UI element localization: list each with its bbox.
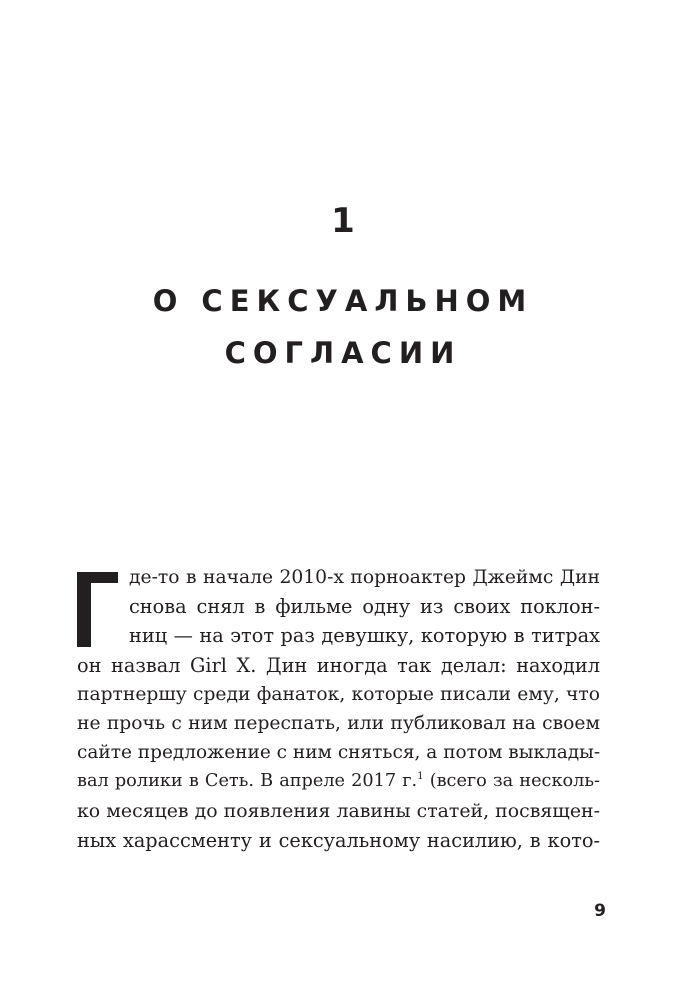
paragraph-line: ко месяцев до появления лавины статей, посвящен-: [77, 799, 600, 822]
paragraph-line: ных харассменту и сексуальному насилию, в кото-: [77, 828, 600, 852]
chapter-title-line-2: СОГЛАСИИ: [224, 336, 462, 370]
paragraph-line: [77, 767, 600, 796]
paragraph-line: ниц — на этот раз девушку, которую в титрах: [129, 624, 600, 648]
paragraph-line-text: вал ролики в Сеть. В апреле 2017 г.: [77, 771, 418, 792]
paragraph-line: он назвал Girl X. Дин иногда так делал: находил: [77, 653, 600, 677]
body-paragraph: [77, 563, 600, 855]
chapter-title: [0, 275, 686, 379]
paragraph-line-text: (всего за несколь-: [423, 771, 600, 792]
paragraph-line: не прочь с ним переспать, или публиковал на своем: [77, 712, 600, 734]
page-number: 9: [594, 901, 606, 921]
chapter-title-line-1: О СЕКСУАЛЬНОМ: [152, 284, 534, 318]
paragraph-line: партнершу среди фанаток, которые писали ему, что: [77, 683, 600, 705]
paragraph-line: де-то в начале 2010-х порноактер Джеймс Дин: [129, 567, 600, 588]
chapter-number: 1: [331, 201, 355, 241]
footnote-reference[interactable]: 1: [417, 771, 424, 783]
paragraph-line: снова снял в фильме одну из своих поклон-: [129, 595, 600, 619]
paragraph-line: сайте предложение с ним сняться, а потом выклады-: [77, 742, 601, 764]
